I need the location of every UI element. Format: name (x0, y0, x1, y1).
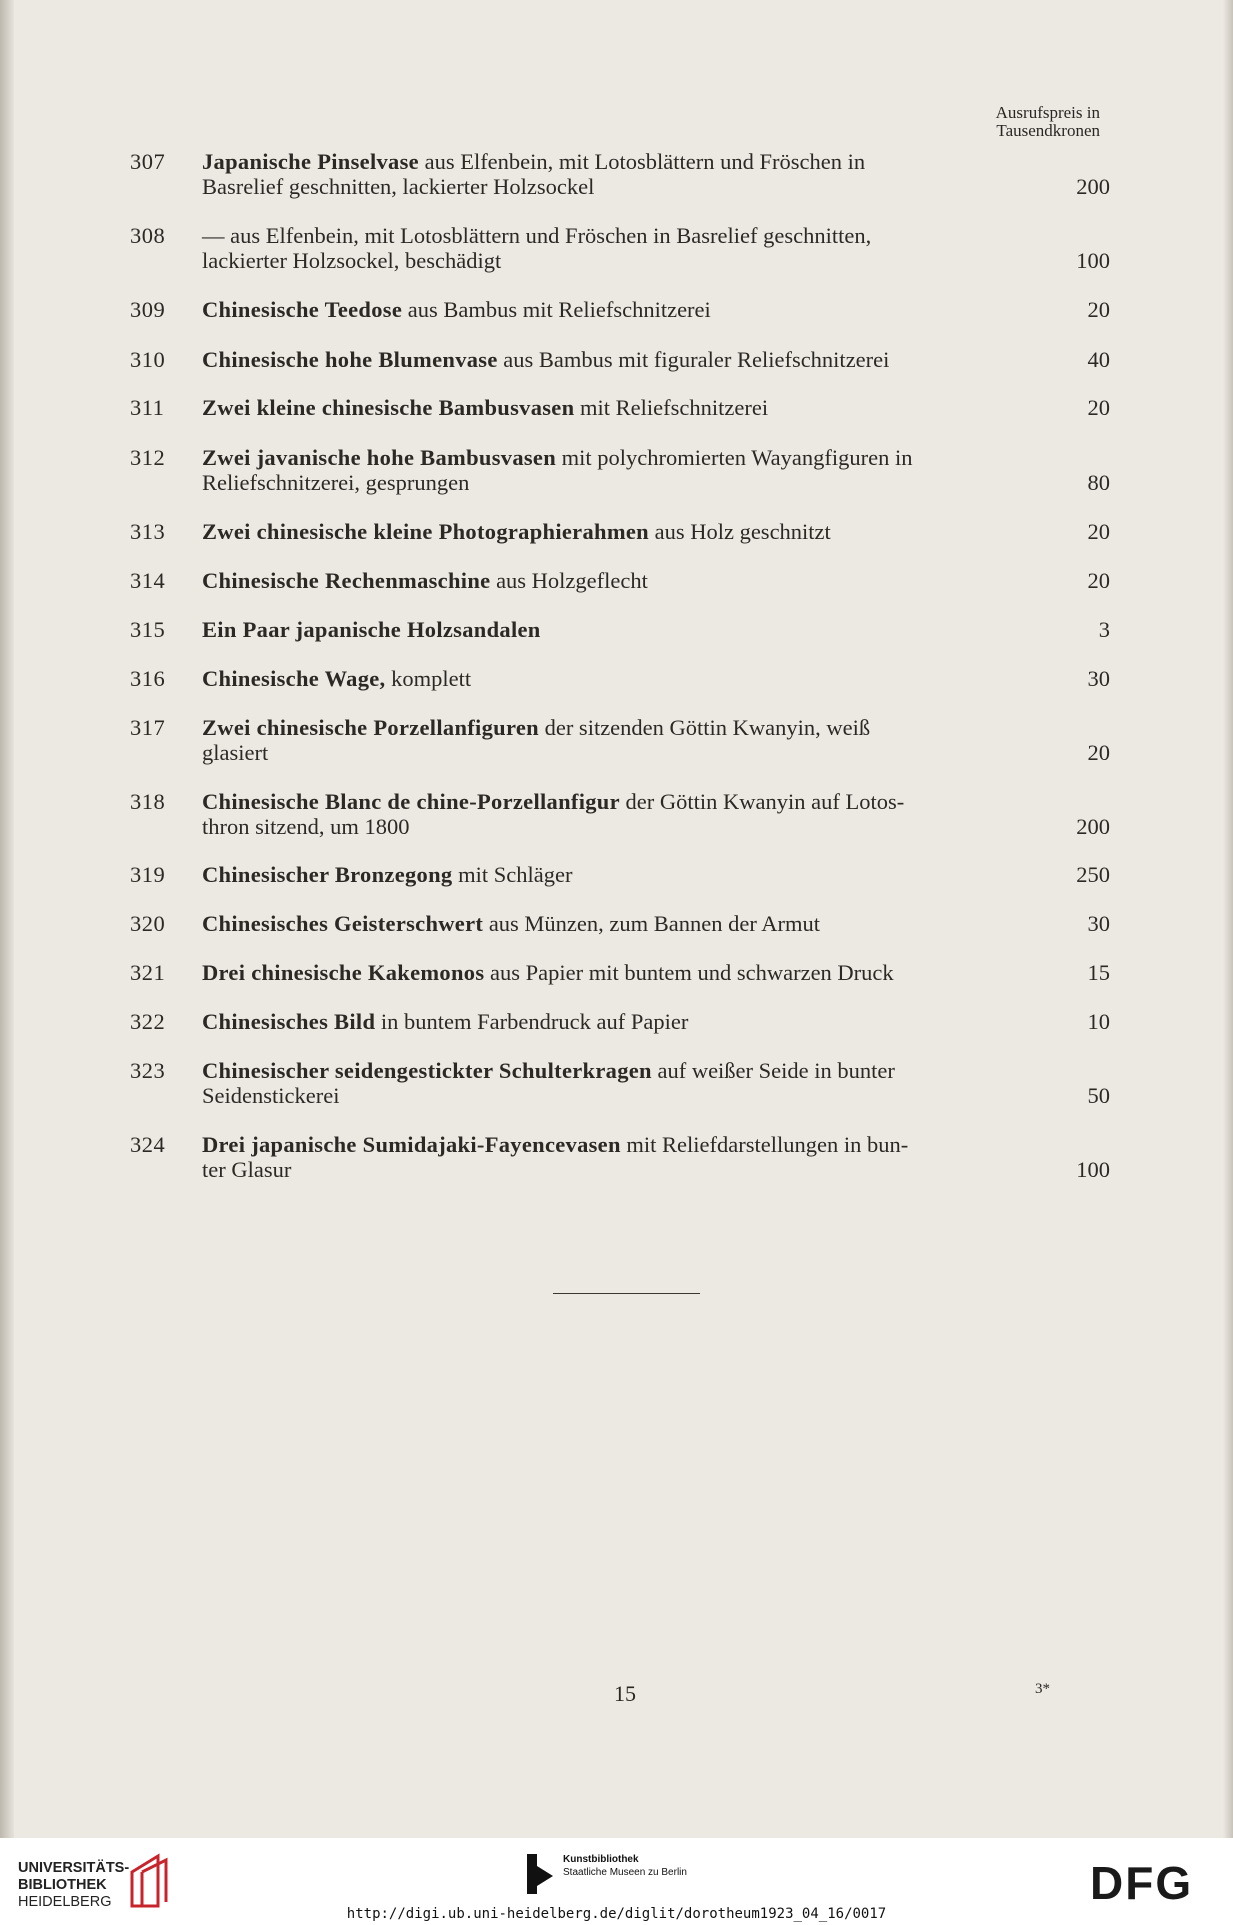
lot-number: 312 (130, 445, 166, 470)
lot-description-cont: Seidenstickerei (202, 1082, 340, 1108)
lot-price: 80 (1087, 469, 1110, 495)
lot-number: 316 (130, 666, 166, 691)
lot-title: Zwei chinesische Porzellanfiguren (202, 715, 539, 740)
lot-price: 200 (1076, 813, 1110, 839)
lot-price: 200 (1076, 173, 1110, 199)
lot-title: Chinesische Rechenmaschine (202, 568, 491, 593)
lot-description: mit Schläger (452, 862, 573, 887)
lot-description-cont: Basrelief geschnitten, lackierter Holzsockel (202, 173, 595, 199)
lot-title: Chinesische hohe Blumenvase (202, 347, 498, 372)
lot-description: auf weißer Seide in bunter (651, 1058, 895, 1083)
lot-number: 323 (130, 1058, 166, 1083)
lot-title: Chinesischer Bronzegong (202, 862, 453, 887)
lot-title: Chinesische Wage, (202, 666, 386, 691)
lot-description: in buntem Farbendruck auf Papier (375, 1009, 689, 1034)
lot-title: Chinesisches Bild (202, 1009, 376, 1034)
lot-price: 20 (1087, 568, 1110, 593)
lot-description-cont: ter Glasur (202, 1156, 292, 1182)
lot-description: komplett (385, 666, 472, 691)
lot-description: der Göttin Kwanyin auf Lotos- (619, 789, 905, 814)
lot-description-cont: Reliefschnitzerei, gesprungen (202, 469, 470, 495)
university-library-logo-icon (128, 1852, 170, 1910)
lot-price: 100 (1076, 1156, 1110, 1182)
lot-price: 30 (1087, 911, 1110, 936)
digitization-footer (0, 1838, 1233, 1925)
lot-description: aus Elfenbein, mit Lotosblättern und Fröschen in (418, 149, 866, 174)
lot-number: 308 (130, 223, 166, 248)
lot-title: Chinesische Teedose (202, 297, 403, 322)
lot-description: mit polychromierten Wayangfiguren in (556, 445, 913, 470)
lot-number: 320 (130, 911, 166, 936)
lot-description: — aus Elfenbein, mit Lotosblättern und Fröschen in Basrelief geschnitten, (202, 223, 872, 248)
ub-line1: UNIVERSITÄTS- (18, 1860, 130, 1876)
lot-title: Zwei javanische hohe Bambusvasen (202, 445, 557, 470)
lot-number: 314 (130, 568, 166, 593)
lot-number: 313 (130, 519, 166, 544)
lot-price: 250 (1076, 862, 1110, 887)
lot-number: 317 (130, 715, 166, 740)
lot-price: 3 (1098, 617, 1110, 642)
lot-description: mit Reliefschnitzerei (574, 395, 769, 420)
lot-description: der sitzenden Göttin Kwanyin, weiß (538, 715, 871, 740)
dfg-logo: DFG (1090, 1857, 1194, 1909)
signature-mark: 3* (1035, 1681, 1050, 1697)
lot-title: Drei chinesische Kakemonos (202, 960, 485, 985)
lot-title: Drei japanische Sumidajaki-Fayencevasen (202, 1132, 621, 1157)
lot-description: aus Münzen, zum Bannen der Armut (483, 911, 820, 936)
lot-description-cont: thron sitzend, um 1800 (202, 813, 410, 839)
lot-price: 40 (1087, 347, 1110, 372)
permalink-url[interactable]: http://digi.ub.uni-heidelberg.de/diglit/dorotheum1923_04_16/0017 (346, 1906, 887, 1922)
lot-price: 20 (1087, 395, 1110, 420)
kb-line2: Staatliche Museen zu Berlin (563, 1867, 687, 1878)
lot-description: aus Holzgeflecht (490, 568, 648, 593)
university-library-logo-text (18, 1860, 129, 1911)
lot-title: Ein Paar japanische Holzsandalen (202, 617, 541, 642)
price-column-heading (940, 104, 1100, 140)
lot-description: mit Reliefdarstellungen in bun- (620, 1132, 909, 1157)
lot-price: 100 (1076, 247, 1110, 273)
lot-number: 309 (130, 297, 166, 322)
ub-line3: HEIDELBERG (18, 1894, 112, 1910)
lot-number: 319 (130, 862, 166, 887)
lot-number: 322 (130, 1009, 166, 1034)
section-divider (553, 1293, 700, 1294)
lot-number: 311 (130, 395, 165, 420)
lot-price: 20 (1087, 519, 1110, 544)
kb-line1: Kunstbibliothek (563, 1854, 639, 1865)
lot-title: Japanische Pinselvase (202, 149, 419, 174)
lot-title: Chinesisches Geisterschwert (202, 911, 484, 936)
lot-number: 324 (130, 1132, 166, 1157)
price-heading-line2: Tausendkronen (996, 121, 1100, 140)
lot-price: 10 (1087, 1009, 1110, 1034)
lot-price: 30 (1087, 666, 1110, 691)
lot-number: 321 (130, 960, 166, 985)
lot-number: 315 (130, 617, 166, 642)
kunstbibliothek-logo-text (563, 1853, 687, 1879)
kunstbibliothek-logo-icon (525, 1852, 555, 1896)
lot-title: Zwei kleine chinesische Bambusvasen (202, 395, 575, 420)
lot-title: Chinesischer seidengestickter Schulterkragen (202, 1058, 652, 1083)
lot-price: 15 (1087, 960, 1110, 985)
lot-description: aus Holz geschnitzt (648, 519, 831, 544)
price-heading-line1: Ausrufspreis in (995, 103, 1100, 122)
lot-title: Chinesische Blanc de chine-Porzellanfigur (202, 789, 620, 814)
lot-number: 310 (130, 347, 166, 372)
lot-number: 307 (130, 149, 166, 174)
lot-title: Zwei chinesische kleine Photographierahmen (202, 519, 649, 544)
page-number: 15 (614, 1681, 636, 1706)
ub-line2: BIBLIOTHEK (18, 1877, 107, 1893)
lot-price: 20 (1087, 297, 1110, 322)
lot-description: aus Papier mit buntem und schwarzen Druck (484, 960, 894, 985)
lot-description: aus Bambus mit Reliefschnitzerei (402, 297, 711, 322)
lot-description-cont: lackierter Holzsockel, beschädigt (202, 247, 502, 273)
lot-price: 50 (1087, 1082, 1110, 1108)
lot-description: aus Bambus mit figuraler Reliefschnitzerei (497, 347, 890, 372)
lot-number: 318 (130, 789, 166, 814)
lot-price: 20 (1087, 739, 1110, 765)
lot-description-cont: glasiert (202, 739, 269, 765)
